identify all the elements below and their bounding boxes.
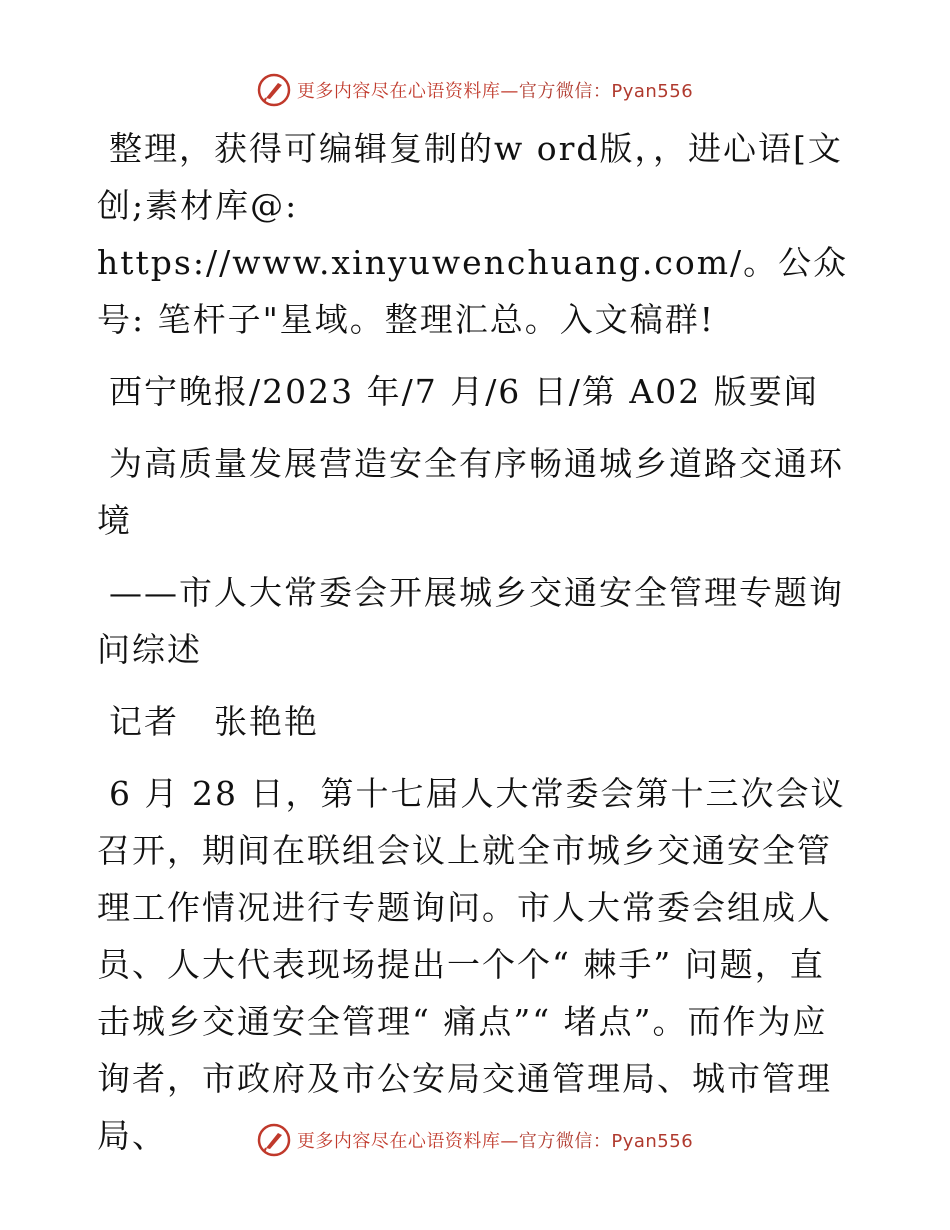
- quill-pen-logo-icon: [257, 73, 291, 107]
- body-paragraph: 6 月 28 日，第十七届人大常委会第十三次会议召开，期间在联组会议上就全市城乡交通安全管理工作情况进行专题询问。市人大常委会组成人员、人大代表现场提出一个个“ 棘手” 问题，直击城乡交通安全管理“ 痛点”“ 堵点”。而作为应询者，市政府及市公安局交通管理局、城市管理局、: [97, 774, 846, 1155]
- watermark-text: 更多内容尽在心语资料库—官方微信：Pyan556: [296, 1131, 694, 1152]
- quill-pen-logo-icon: [257, 1123, 291, 1157]
- watermark-footer: [0, 1120, 950, 1160]
- watermark-header: [0, 70, 950, 110]
- watermark-text: 更多内容尽在心语资料库—官方微信：Pyan556: [296, 81, 694, 102]
- source-line: 西宁晚报/2023 年/7 月/6 日/第 A02 版要闻: [109, 372, 819, 411]
- subheadline: ——市人大常委会开展城乡交通安全管理专题询问综述: [97, 573, 844, 669]
- headline: 为高质量发展营造安全有序畅通城乡道路交通环境: [97, 444, 844, 540]
- article-body: [97, 120, 857, 1164]
- intro-paragraph: 整理，获得可编辑复制的w ord版，，进心语[文创;素材库@: https://www.xinyuwenchuang.com/。公众号: 笔杆子"星域。整理汇总。入文稿群!: [97, 129, 849, 339]
- byline: 记者 张艳艳: [109, 702, 319, 741]
